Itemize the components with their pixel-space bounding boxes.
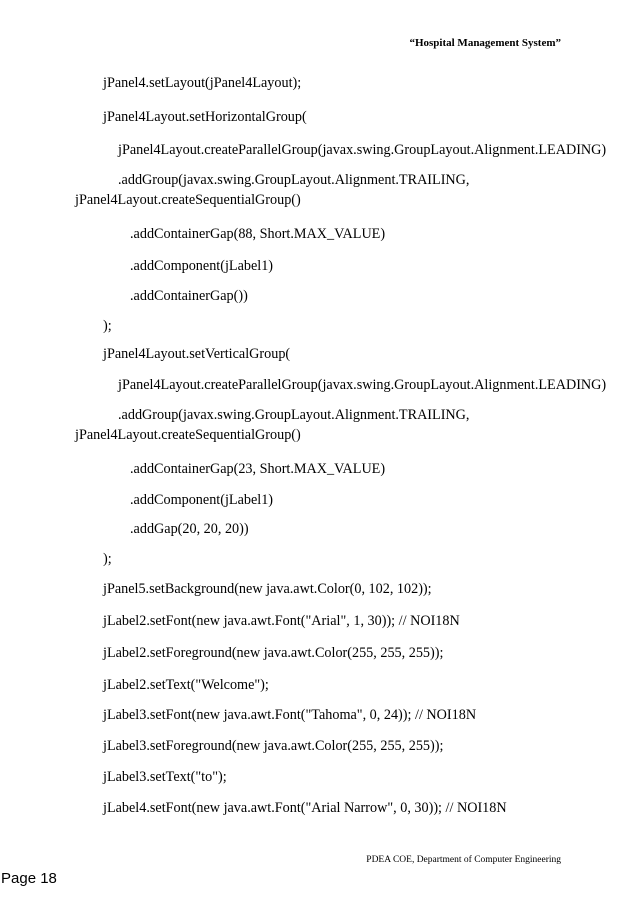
code-line: .addGap(20, 20, 20)) [130, 521, 249, 537]
page-number: Page 18 [1, 870, 57, 887]
code-line: ); [103, 551, 112, 567]
code-line: .addGroup(javax.swing.GroupLayout.Alignment.TRAILING, [118, 407, 470, 423]
code-line: .addGroup(javax.swing.GroupLayout.Alignment.TRAILING, [118, 172, 470, 188]
code-line: jLabel3.setText("to"); [103, 769, 227, 785]
code-line: .addComponent(jLabel1) [130, 258, 274, 274]
code-line: .addContainerGap(88, Short.MAX_VALUE) [130, 226, 386, 242]
code-line: jLabel2.setForeground(new java.awt.Color(255, 255, 255)); [103, 645, 444, 661]
code-line: jPanel4Layout.setVerticalGroup( [103, 346, 291, 362]
code-line: jPanel4Layout.createParallelGroup(javax.swing.GroupLayout.Alignment.LEADING) [118, 377, 607, 393]
code-line: jLabel4.setFont(new java.awt.Font("Arial Narrow", 0, 30)); // NOI18N [103, 800, 507, 816]
code-line: jLabel2.setFont(new java.awt.Font("Arial", 1, 30)); // NOI18N [103, 613, 460, 629]
code-line: .addContainerGap(23, Short.MAX_VALUE) [130, 461, 386, 477]
code-line: jLabel2.setText("Welcome"); [103, 677, 269, 693]
code-line: .addComponent(jLabel1) [130, 492, 274, 508]
code-line: jPanel4Layout.createSequentialGroup() [75, 427, 301, 443]
code-line: jLabel3.setFont(new java.awt.Font("Tahoma", 0, 24)); // NOI18N [103, 707, 477, 723]
document-footer: PDEA COE, Department of Computer Engineering [366, 855, 561, 865]
code-line: ); [103, 318, 112, 334]
code-line: jPanel4Layout.setHorizontalGroup( [103, 109, 307, 125]
code-line: jLabel3.setForeground(new java.awt.Color(255, 255, 255)); [103, 738, 444, 754]
code-line: jPanel4.setLayout(jPanel4Layout); [103, 75, 302, 91]
code-line: jPanel5.setBackground(new java.awt.Color(0, 102, 102)); [103, 581, 432, 597]
code-line: .addContainerGap()) [130, 288, 248, 304]
code-line: jPanel4Layout.createSequentialGroup() [75, 192, 301, 208]
document-header-title: “Hospital Management System” [409, 37, 561, 49]
code-line: jPanel4Layout.createParallelGroup(javax.swing.GroupLayout.Alignment.LEADING) [118, 142, 607, 158]
